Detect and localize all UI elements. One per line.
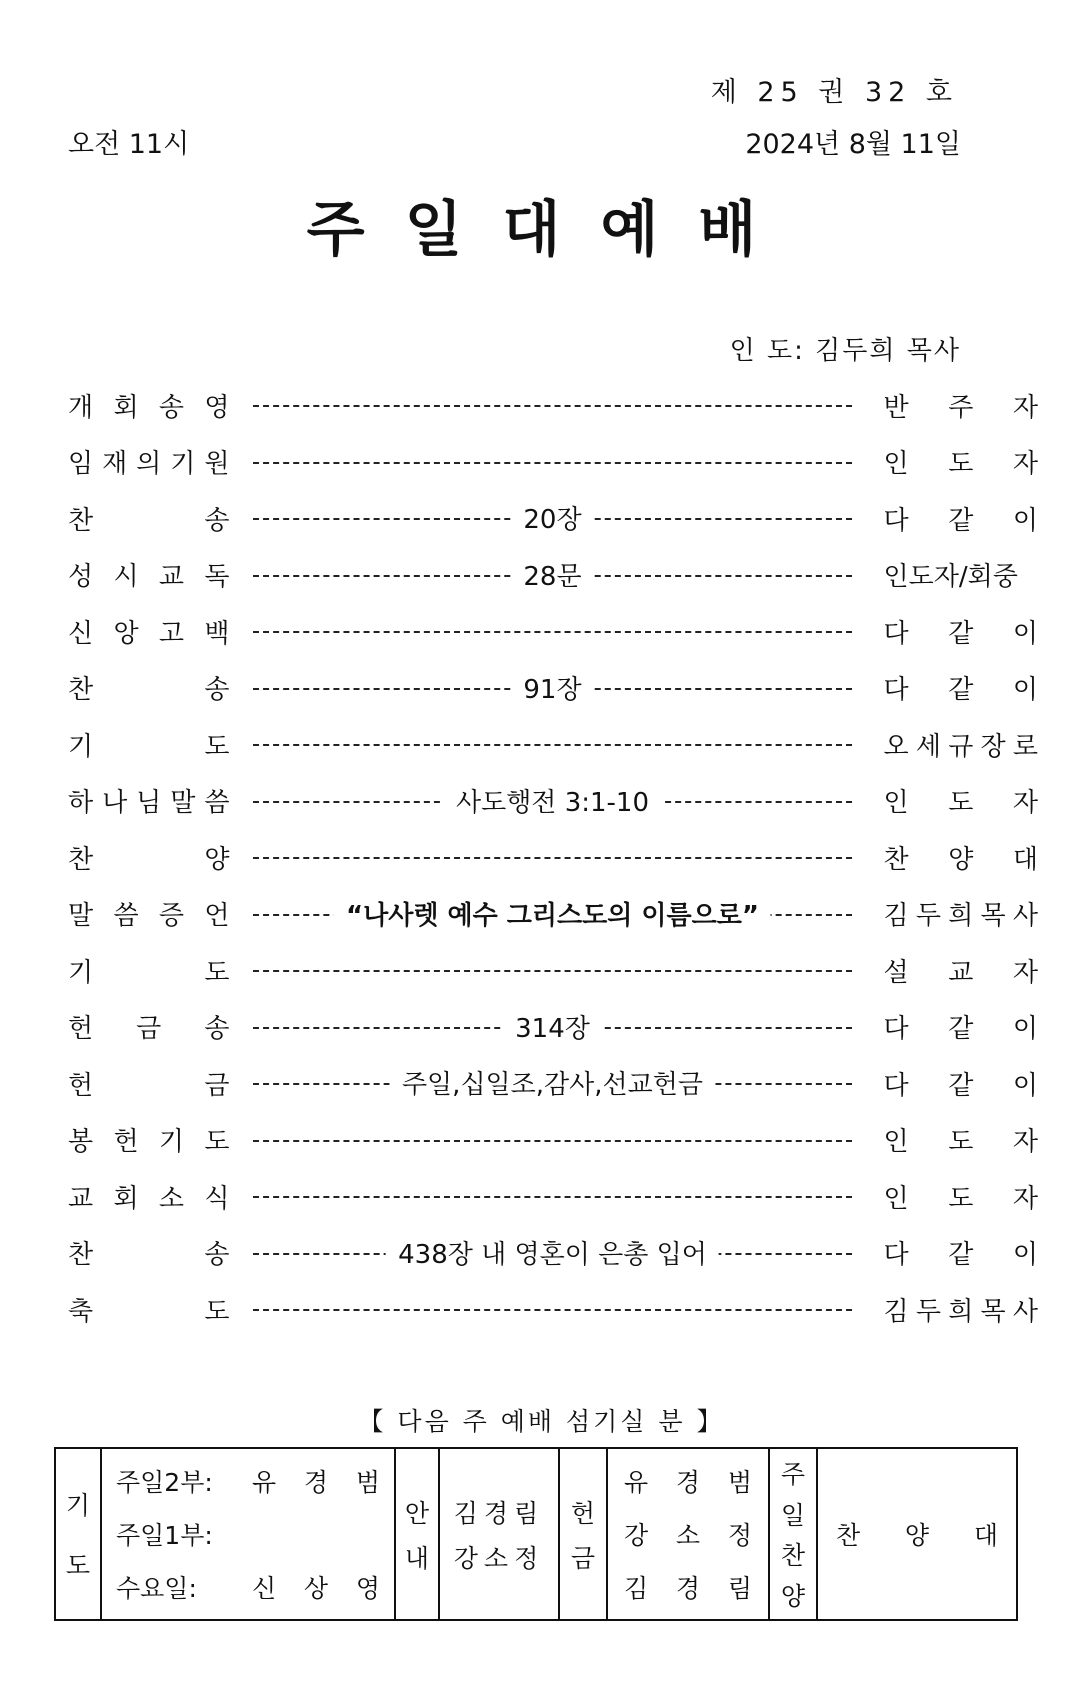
person-char: 자 — [1012, 1183, 1038, 1214]
name-char: 범 — [355, 1468, 380, 1498]
label-char: 회 — [113, 392, 139, 423]
prayer-service: 수요일: — [116, 1573, 197, 1603]
person-char: 자 — [1012, 1127, 1038, 1158]
order-item-label — [68, 1008, 229, 1045]
person-char: 김 — [883, 901, 909, 932]
person-char: 인 — [883, 449, 909, 480]
page-title: 주일대예배 — [306, 195, 797, 265]
person-char: 규 — [948, 731, 974, 762]
offering-cell — [607, 1448, 769, 1620]
usher-label-char: 내 — [404, 1543, 430, 1573]
order-item-detail: 438장 내 영혼이 은총 입어 — [386, 1234, 719, 1271]
order-item-label — [68, 1065, 229, 1102]
person-char: 대 — [1012, 844, 1038, 875]
person-char: 자 — [1012, 957, 1038, 988]
label-char: 도 — [204, 731, 230, 762]
order-item-label — [68, 556, 229, 593]
choir-label-char: 일 — [780, 1500, 806, 1530]
order-item-label — [68, 443, 229, 480]
label-char: 기 — [68, 731, 94, 762]
leader-line — [253, 1294, 851, 1324]
choir-label-char: 주 — [780, 1460, 806, 1490]
leader-line — [253, 1012, 851, 1042]
label-char: 식 — [204, 1183, 230, 1214]
person-char: 양 — [948, 844, 974, 875]
person-char: 이 — [1012, 618, 1038, 649]
order-item-label — [68, 1121, 229, 1158]
dashed-leader — [253, 970, 851, 972]
label-char: 말 — [170, 788, 196, 819]
label-char: 축 — [68, 1296, 94, 1327]
service-date: 2024년 8월 11일 — [745, 129, 961, 160]
label-char: 헌 — [113, 1127, 139, 1158]
name-char: 강 — [624, 1520, 649, 1550]
order-item-person — [884, 556, 1039, 593]
label-char: 송 — [204, 505, 230, 536]
order-item-person — [884, 895, 1039, 932]
order-row — [68, 434, 1038, 491]
name-char: 림 — [727, 1573, 752, 1603]
order-row — [68, 999, 1038, 1056]
leader-line — [253, 1181, 851, 1211]
label-char: 하 — [68, 788, 94, 819]
prayer-service: 주일2부: — [116, 1468, 213, 1498]
label-char: 씀 — [204, 788, 230, 819]
person-char: 로 — [1012, 731, 1038, 762]
person-char: 다 — [883, 505, 909, 536]
choir-char: 찬 — [836, 1521, 861, 1550]
person-char: 도 — [948, 1127, 974, 1158]
dashed-leader — [253, 462, 851, 464]
prayer-assignment — [116, 1463, 380, 1499]
leader-line — [253, 1238, 851, 1268]
person-char: 같 — [948, 675, 974, 706]
name-char: 경 — [303, 1468, 329, 1498]
order-item-label — [68, 1291, 229, 1328]
label-char: 헌 — [68, 1070, 94, 1101]
order-item-person — [884, 782, 1039, 819]
dashed-leader — [253, 857, 851, 859]
person-char: 다 — [883, 1240, 909, 1271]
order-item-person — [884, 443, 1039, 480]
dashed-leader — [253, 1140, 851, 1142]
order-item-person — [884, 726, 1039, 763]
order-item-person — [884, 1291, 1039, 1328]
label-char: 도 — [204, 1296, 230, 1327]
order-item-label — [68, 726, 229, 763]
label-char: 기 — [158, 1127, 184, 1158]
label-char: 도 — [204, 957, 230, 988]
label-char: 백 — [204, 618, 230, 649]
person-char: 자 — [1012, 392, 1038, 423]
dashed-leader — [253, 631, 851, 633]
leader-line — [253, 899, 851, 929]
leader-line — [253, 503, 851, 536]
leader-line — [253, 560, 851, 590]
person-char: 도 — [948, 1183, 974, 1214]
order-item-person — [884, 1178, 1039, 1215]
order-item-label — [68, 839, 229, 876]
order-item-label — [68, 895, 229, 932]
order-row — [68, 490, 1038, 547]
name-char: 상 — [303, 1573, 329, 1603]
order-item-person — [884, 669, 1039, 706]
service-time: 오전 11시 — [68, 129, 190, 160]
order-item-detail: 20장 — [511, 499, 593, 536]
label-char: 말 — [68, 901, 94, 932]
leader-line — [253, 1068, 851, 1101]
label-char: 개 — [68, 392, 94, 423]
person-char: 이 — [1012, 1014, 1038, 1045]
person-char: 이 — [1012, 505, 1038, 536]
order-row — [68, 1225, 1038, 1282]
label-char: 영 — [204, 392, 230, 423]
order-item-person — [884, 839, 1039, 876]
person-char: 다 — [883, 675, 909, 706]
order-item-person — [884, 1008, 1039, 1045]
person-char: 같 — [948, 1240, 974, 1271]
leader-line — [253, 786, 851, 816]
person-char: 이 — [1012, 1240, 1038, 1271]
offering-name — [624, 1516, 752, 1552]
person-char: 희 — [948, 1296, 974, 1327]
leader-line — [253, 616, 851, 646]
order-item-detail: 28문 — [511, 556, 593, 593]
order-row — [68, 1281, 1038, 1338]
label-char: 기 — [170, 449, 196, 480]
name-char: 영 — [355, 1573, 380, 1603]
order-item-label — [68, 782, 229, 819]
offering-name — [624, 1569, 752, 1605]
order-row — [68, 547, 1038, 604]
person-char: 자 — [1012, 449, 1038, 480]
leader-line — [253, 673, 851, 703]
person-char: 이 — [1012, 675, 1038, 706]
label-char: 소 — [158, 1183, 184, 1214]
label-char: 독 — [204, 562, 230, 593]
label-char: 원 — [204, 449, 230, 480]
choir-label-char: 찬 — [780, 1541, 806, 1571]
order-item-person — [884, 500, 1039, 537]
label-char: 금 — [136, 1014, 162, 1045]
next-week-title: 【 다음 주 예배 섬기실 분 】 — [358, 1407, 725, 1436]
usher-name: 김경림 — [453, 1498, 545, 1528]
dashed-leader — [253, 1196, 851, 1198]
person-char: 이 — [1012, 1070, 1038, 1101]
person-char: 김 — [883, 1296, 909, 1327]
order-row — [68, 377, 1038, 434]
label-char: 회 — [113, 1183, 139, 1214]
order-row — [68, 716, 1038, 773]
name-char: 경 — [675, 1468, 701, 1498]
offering-label-char: 금 — [570, 1543, 596, 1573]
label-char: 봉 — [68, 1127, 94, 1158]
person-char: 인 — [883, 788, 909, 819]
order-row — [68, 942, 1038, 999]
person-char: 도 — [948, 788, 974, 819]
label-char: 재 — [102, 449, 128, 480]
leader-line — [253, 390, 851, 420]
person-char: 목 — [980, 901, 1006, 932]
order-item-detail: “나사렛 예수 그리스도의 이름으로” — [334, 895, 771, 932]
name-char: 유 — [252, 1468, 277, 1498]
order-item-detail: 사도행전 3:1-10 — [444, 782, 661, 819]
person-char: 두 — [915, 1296, 941, 1327]
dashed-leader — [253, 405, 851, 407]
prayer-assignment — [116, 1569, 380, 1605]
label-char: 송 — [158, 392, 184, 423]
prayer-service: 주일1부: — [116, 1520, 213, 1550]
prayer-label-char: 기 — [65, 1491, 91, 1520]
name-char: 경 — [675, 1573, 701, 1603]
order-item-label — [68, 613, 229, 650]
order-item-label — [68, 387, 229, 424]
label-char: 신 — [68, 618, 94, 649]
person-char: 희 — [948, 901, 974, 932]
leader-line — [253, 842, 851, 872]
usher-label-char: 안 — [404, 1498, 430, 1528]
person-char: 도 — [948, 449, 974, 480]
prayer-label-char: 도 — [65, 1551, 91, 1580]
person-char: 다 — [883, 1070, 909, 1101]
person-char: 사 — [1012, 901, 1038, 932]
order-item-label — [68, 952, 229, 989]
person-char: 두 — [915, 901, 941, 932]
order-item-person — [884, 1234, 1039, 1271]
prayer-assignments-cell — [101, 1448, 395, 1620]
order-row — [68, 660, 1038, 717]
label-char: 의 — [136, 449, 162, 480]
order-item-detail: 314장 — [503, 1008, 602, 1045]
next-week-duty-table — [54, 1447, 1018, 1621]
person-char: 다 — [883, 618, 909, 649]
prayer-name — [252, 1516, 380, 1552]
label-char: 헌 — [68, 1014, 94, 1045]
label-char: 송 — [204, 1014, 230, 1045]
label-char: 성 — [68, 562, 94, 593]
person-char: 장 — [980, 731, 1006, 762]
label-char: 고 — [158, 618, 184, 649]
order-item-person — [884, 387, 1039, 424]
label-char: 앙 — [113, 618, 139, 649]
order-item-person — [884, 613, 1039, 650]
label-char: 도 — [204, 1127, 230, 1158]
offering-label-char: 헌 — [570, 1498, 596, 1528]
name-char: 김 — [624, 1573, 649, 1603]
person-char: 인도자/회중 — [883, 562, 1018, 593]
person-char: 같 — [948, 1014, 974, 1045]
label-char: 기 — [68, 957, 94, 988]
label-char: 찬 — [68, 1240, 94, 1271]
label-char: 시 — [113, 562, 139, 593]
usher-label-cell — [395, 1448, 439, 1620]
choir-label-char: 양 — [780, 1581, 806, 1611]
name-char: 범 — [727, 1468, 752, 1498]
label-char: 찬 — [68, 505, 94, 536]
order-row — [68, 1112, 1038, 1169]
offering-label-cell — [559, 1448, 607, 1620]
label-char: 찬 — [68, 844, 94, 875]
leader-line — [253, 1125, 851, 1155]
label-char: 찬 — [68, 675, 94, 706]
person-char: 자 — [1012, 788, 1038, 819]
label-char: 님 — [136, 788, 162, 819]
person-char: 반 — [883, 392, 909, 423]
label-char: 언 — [204, 901, 230, 932]
label-char: 송 — [204, 675, 230, 706]
person-char: 세 — [915, 731, 941, 762]
ushers-cell — [439, 1448, 559, 1620]
person-char: 인 — [883, 1183, 909, 1214]
choir-char: 대 — [973, 1521, 998, 1550]
label-char: 씀 — [113, 901, 139, 932]
person-char: 같 — [948, 505, 974, 536]
label-char: 임 — [68, 449, 94, 480]
order-item-detail: 주일,십일조,감사,선교헌금 — [390, 1064, 715, 1101]
prayer-assignment — [116, 1516, 380, 1552]
order-item-person — [884, 1065, 1039, 1102]
label-char: 교 — [158, 562, 184, 593]
prayer-label-cell — [55, 1448, 101, 1620]
order-item-person — [884, 952, 1039, 989]
person-char: 같 — [948, 618, 974, 649]
name-char: 정 — [727, 1520, 752, 1550]
person-char: 같 — [948, 1070, 974, 1101]
service-leader: 인 도: 김두희 목사 — [729, 336, 961, 366]
label-char: 송 — [204, 1240, 230, 1271]
label-char: 금 — [204, 1070, 230, 1101]
person-char: 주 — [948, 392, 974, 423]
name-char: 유 — [624, 1468, 649, 1498]
person-char: 오 — [883, 731, 909, 762]
order-row — [68, 603, 1038, 660]
prayer-name — [252, 1569, 380, 1605]
dashed-leader — [253, 744, 851, 746]
person-char: 목 — [980, 1296, 1006, 1327]
order-item-person — [884, 1121, 1039, 1158]
choir-cell — [817, 1448, 1017, 1620]
leader-line — [253, 955, 851, 985]
label-char: 증 — [158, 901, 184, 932]
name-char: 소 — [675, 1520, 701, 1550]
issue-number: 제 25 권 32 호 — [710, 77, 958, 108]
label-char: 교 — [68, 1183, 94, 1214]
usher-name: 강소정 — [453, 1543, 545, 1573]
order-row — [68, 1168, 1038, 1225]
order-row — [68, 886, 1038, 943]
order-row — [68, 829, 1038, 886]
label-char: 나 — [102, 788, 128, 819]
person-char: 다 — [883, 1014, 909, 1045]
person-char: 인 — [883, 1127, 909, 1158]
order-item-label — [68, 669, 229, 706]
offering-name — [624, 1463, 752, 1499]
order-item-label — [68, 1234, 229, 1271]
choir-char: 양 — [904, 1521, 930, 1550]
name-char: 신 — [252, 1573, 277, 1603]
order-row — [68, 773, 1038, 830]
leader-line — [253, 447, 851, 477]
order-row — [68, 1055, 1038, 1112]
person-char: 설 — [883, 957, 909, 988]
person-char: 교 — [948, 957, 974, 988]
order-of-worship — [68, 377, 1038, 1338]
order-item-label — [68, 1178, 229, 1215]
order-item-detail: 91장 — [511, 669, 593, 706]
person-char: 찬 — [883, 844, 909, 875]
label-char: 양 — [204, 844, 230, 875]
prayer-name — [252, 1463, 380, 1499]
order-item-label — [68, 500, 229, 537]
person-char: 사 — [1012, 1296, 1038, 1327]
dashed-leader — [253, 1309, 851, 1311]
choir-label-cell — [769, 1448, 817, 1620]
leader-line — [253, 729, 851, 759]
